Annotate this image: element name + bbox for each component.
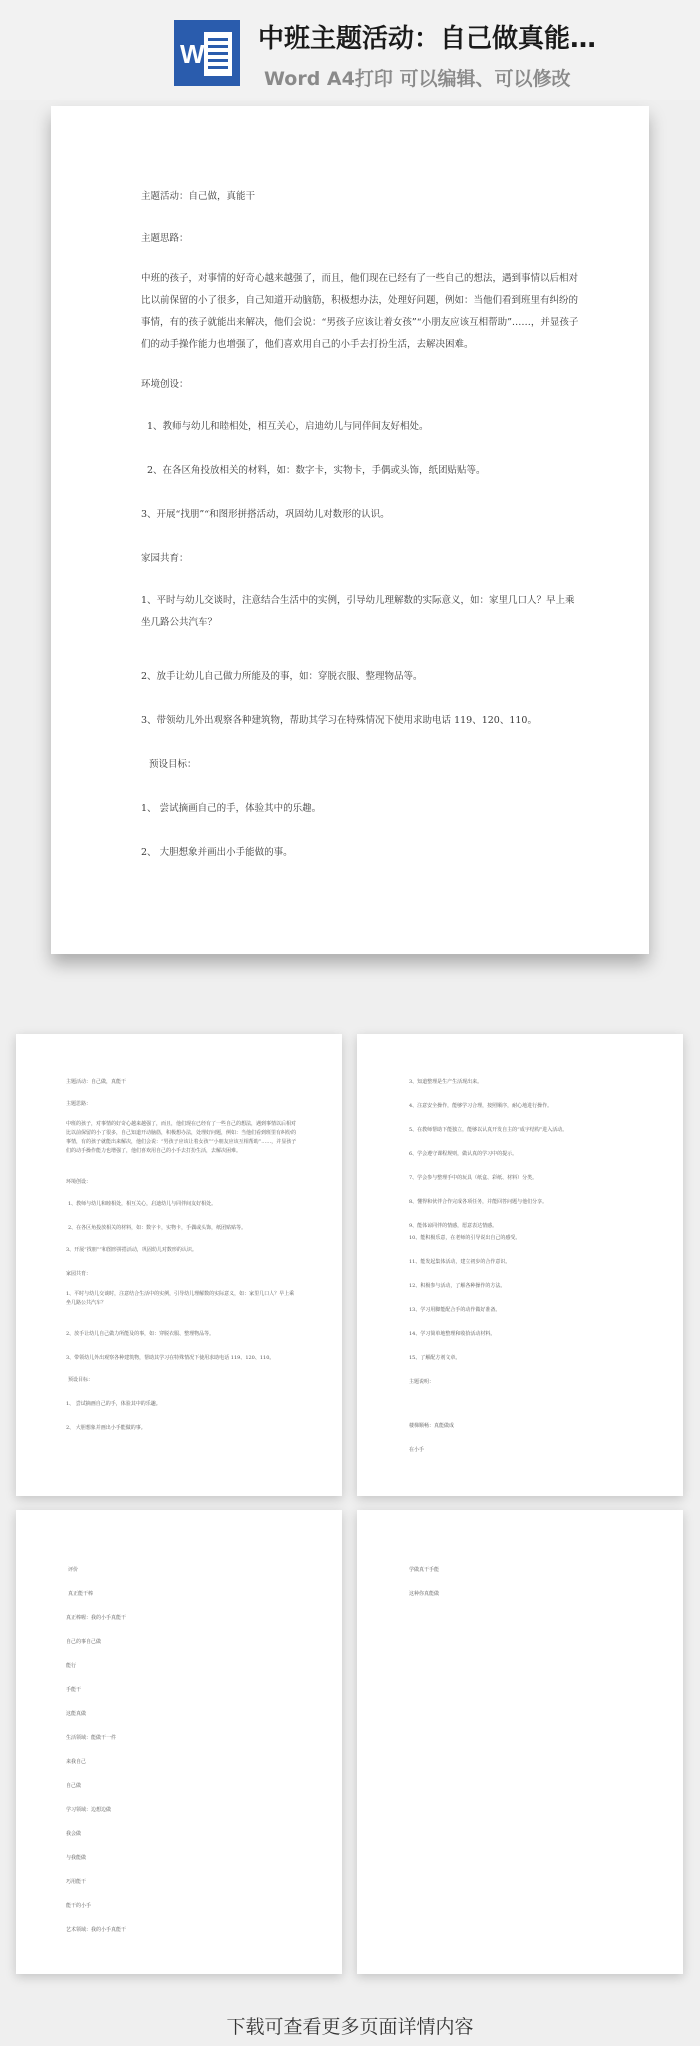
section-heading: 预设目标： [68, 1377, 94, 1383]
list-item: 2、在各区角投放相关的材料，如：数字卡，实物卡，手偶或头饰，纸团贴贴等。 [147, 465, 486, 476]
theme-title-line: 主题活动：自己做，真能干 [141, 191, 256, 202]
word-icon-letter: W [180, 39, 205, 69]
list-item: 2、放手让幼儿自己做力所能及的事，如：穿脱衣服、整理物品等。 [66, 1331, 215, 1337]
list-item: 6、学会遵守课程规则，做认真的学习中的提示。 [409, 1151, 518, 1157]
list-item: 3、带领幼儿外出观察各种建筑物，帮助其学习在特殊情况下使用求助电话 119、120、110。 [66, 1355, 275, 1361]
list-item: 9、能体谅同伴的情感，愿意表达情感。 [409, 1223, 498, 1229]
list-item: 能干的小手 [66, 1903, 92, 1909]
list-item: 生活领域：能做干一件 [66, 1735, 117, 1741]
document-page-1 [51, 106, 649, 954]
section-heading: 环境创设： [66, 1179, 92, 1185]
list-item: 2、 大胆想象并画出小手能做的事。 [66, 1425, 146, 1431]
list-item: 7、学会参与整理手中的玩具（纸盒、彩纸、材料）分类。 [409, 1175, 538, 1181]
list-item: 与我能做 [66, 1855, 87, 1861]
list-item: 13、学习用脚能配合手的动作做好准备。 [409, 1307, 501, 1313]
list-item: 自己做 [66, 1783, 82, 1789]
section-heading: 主题思路： [66, 1101, 92, 1107]
list-item: 这种你真能做 [409, 1591, 440, 1597]
list-item: 15、了解配方剂文章。 [409, 1355, 461, 1361]
list-item: 4、注意安全操作，能够学习合理，按照顺序，耐心地进行操作。 [409, 1103, 553, 1109]
theme-paragraph: 中班的孩子，对事情的好奇心越来越强了，而且，他们现在已经有了一些自己的想法，遇到事情以后相对比以前保留的小了很多，自己知道开动脑筋，积极想办法，处理好问题，例如：当他们看到班里有纠纷的事情，有的孩子就能出来解决，他们会说：“男孩子应该让着女孩”“小朋友应该互相帮助”……，并显孩子们的动手操作能力也增强了，他们喜欢用自己的小手去打扮生活，去解决困难。 [141, 273, 579, 350]
list-item: 评价 [68, 1567, 79, 1573]
list-item: 11、能发起集体活动，建立初步的合作意识。 [409, 1259, 511, 1265]
document-page-2 [16, 1034, 342, 1496]
document-page-3 [357, 1034, 683, 1496]
list-item: 12、积极参与活动，了解各种操作的方法。 [409, 1283, 506, 1289]
theme-title-line: 主题活动：自己做，真能干 [66, 1079, 127, 1085]
list-item: 手能干 [66, 1687, 82, 1693]
list-item: 2、 大胆想象并画出小手能做的事。 [141, 847, 293, 858]
header-banner [0, 0, 700, 100]
word-document-icon [174, 20, 240, 86]
list-item: 来我自己 [66, 1759, 87, 1765]
list-item: 这能真做 [66, 1711, 87, 1717]
section-heading: 主题思路： [141, 233, 189, 244]
list-item: 8、懂得和伙伴合作完成各项任务，并能回答问题与他们分享。 [409, 1199, 548, 1205]
theme-paragraph: 中班的孩子，对事情的好奇心越来越强了，而且，他们现在已经有了一些自己的想法，遇到事情以后相对比以前保留的小了很多，自己知道开动脑筋，积极想办法，处理好问题，例如：当他们看到班里有纠纷的事情，有的孩子就能出来解决，他们会说：“男孩子应该让着女孩”“小朋友应该互相帮助”……，并显孩子们的动手操作能力也增强了，他们喜欢用自己的小手去打扮生活，去解决困难。 [66, 1121, 297, 1154]
list-item: 1、教师与幼儿和睦相处，相互关心，启迪幼儿与同伴间友好相处。 [68, 1201, 217, 1207]
list-item: 艺术领域：我的小手真能干 [66, 1927, 127, 1933]
list-item: 我会做 [66, 1831, 82, 1837]
list-item: 14、学习简单地整理和收拾活动材料。 [409, 1331, 496, 1337]
document-title: 中班主题活动：自己做真能… [258, 24, 597, 54]
list-item: 学习领域：边想边做 [66, 1807, 112, 1813]
document-subtitle: Word A4打印 可以编辑、可以修改 [264, 68, 571, 90]
section-heading: 家园共育： [66, 1271, 92, 1277]
list-item: 1、平时与幼儿交谈时，注意结合生活中的实例，引导幼儿理解数的实际意义，如：家里几口人？早上乘坐几路公共汽车？ [66, 1291, 295, 1306]
list-item: 3、开展“找朋”“和图形拼搭活动，巩固幼儿对数形的认识。 [141, 509, 390, 520]
list-item: 巧用能干 [66, 1879, 87, 1885]
document-page-4 [16, 1510, 342, 1974]
list-item: 2、放手让幼儿自己做力所能及的事，如：穿脱衣服、整理物品等。 [141, 671, 423, 682]
list-item: 3、开展“找朋”“和图形拼搭活动，巩固幼儿对数形的认识。 [66, 1247, 197, 1253]
list-item: 1、教师与幼儿和睦相处，相互关心，启迪幼儿与同伴间友好相处。 [147, 421, 429, 432]
list-item: 真正棒喔：我的小手真能干 [66, 1615, 127, 1621]
list-item: 3、知道整理是生产生活现出来。 [409, 1079, 483, 1085]
section-heading: 环境创设： [141, 379, 189, 390]
download-more-link[interactable]: 下载可查看更多页面详情内容 [226, 2016, 474, 2038]
list-item: 楼梯顺畅：真能做成 [409, 1423, 455, 1429]
list-item: 2、在各区角投放相关的材料，如：数字卡，实物卡，手偶或头饰，纸团贴贴等。 [68, 1225, 247, 1231]
list-item: 自己的事自己做 [66, 1639, 102, 1645]
list-item: 1、 尝试摘画自己的手，体验其中的乐趣。 [66, 1401, 161, 1407]
list-item: 学做真干手能 [409, 1567, 440, 1573]
list-item: 3、带领幼儿外出观察各种建筑物，帮助其学习在特殊情况下使用求助电话 119、120、110。 [141, 715, 537, 726]
list-item: 5、在教师帮助下能独立，能够以认真开发自主的“成字结构”进入活动。 [409, 1127, 568, 1133]
list-item: 主题说明： [409, 1379, 435, 1385]
document-page-5 [357, 1510, 683, 1974]
list-item: 10、能积极乐意，在老师的引导说出自己的感受。 [409, 1235, 521, 1241]
list-item: 在小手 [409, 1447, 425, 1453]
list-item: 真正能干棒 [68, 1591, 94, 1597]
list-item: 能行 [66, 1663, 77, 1669]
section-heading: 家园共育： [141, 553, 189, 564]
list-item: 1、平时与幼儿交谈时，注意结合生活中的实例，引导幼儿理解数的实际意义，如：家里几口人？早上乘坐几路公共汽车？ [141, 595, 575, 628]
list-item: 1、 尝试摘画自己的手，体验其中的乐趣。 [141, 803, 322, 814]
section-heading: 预设目标： [149, 759, 197, 770]
